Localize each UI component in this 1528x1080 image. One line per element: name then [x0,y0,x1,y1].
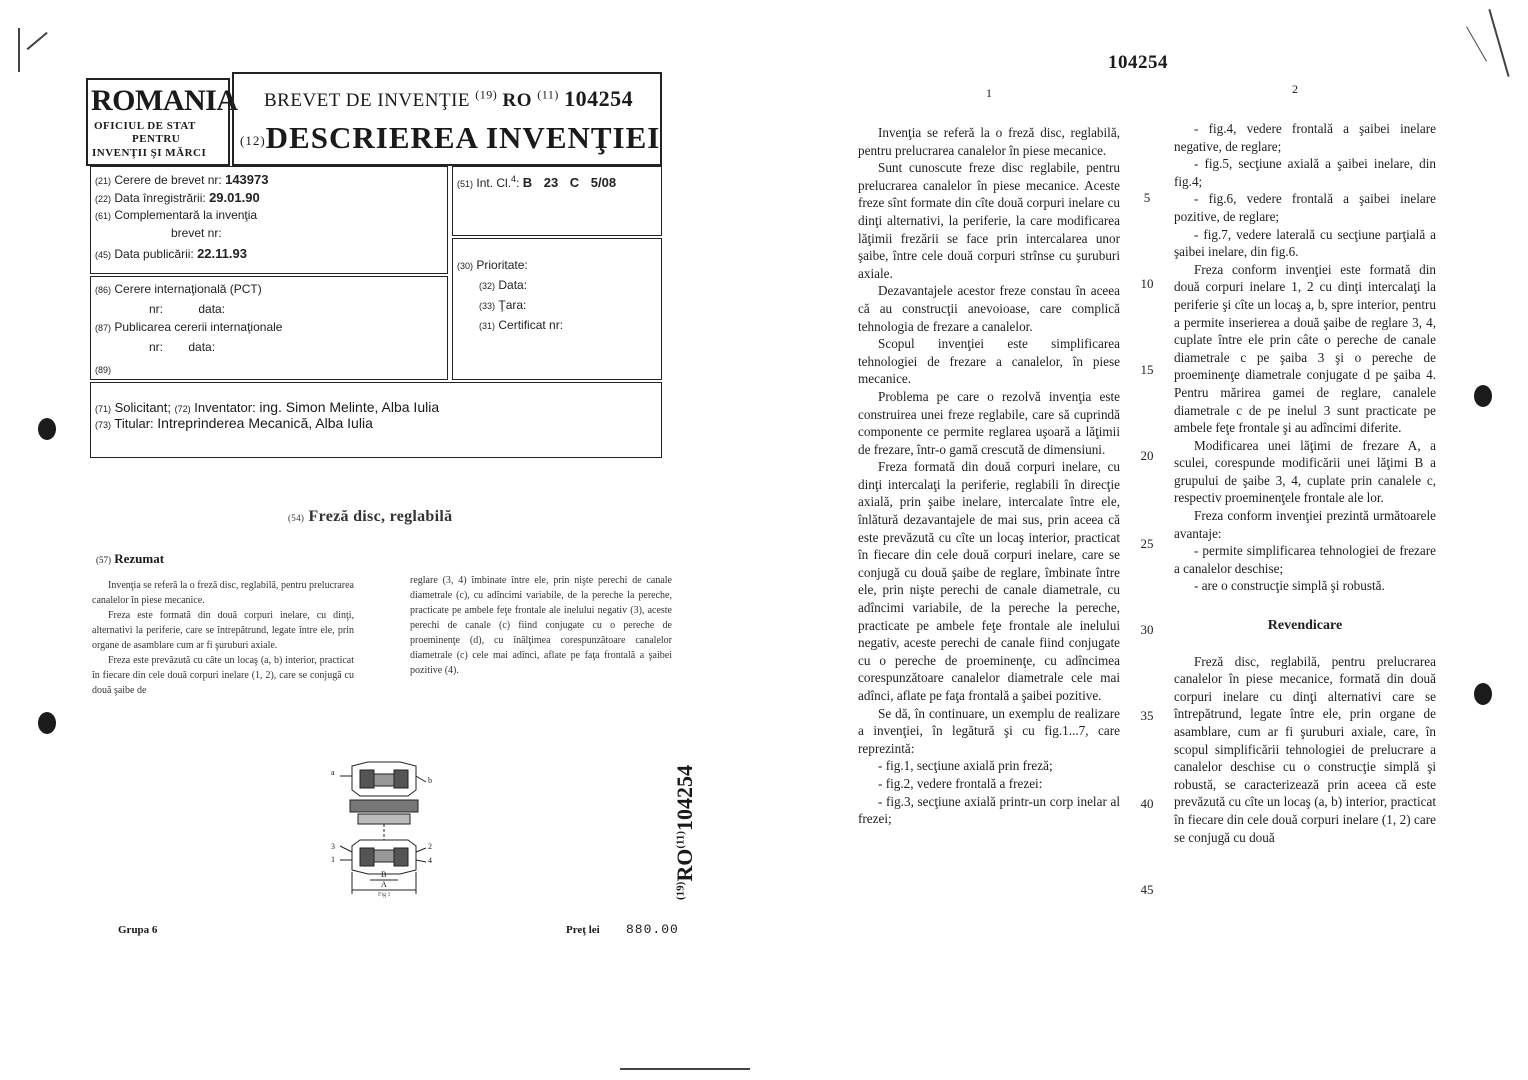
code-71: (71) [95,404,112,414]
publication-intl-row [95,319,282,337]
intl-class-row: (51) Int. Cl.$^4$: B 23 C 5/08 [457,174,617,190]
vertical-code-19: (19) [674,881,687,900]
description-paragraph: Modificarea unei lăţimi de frezare A, a sculei, corespunde modificării unei lăţimi B a grupului de şaibe 3, 4, cuplate prin canalele c, respectiv proeminenţele frontale ale lor. [1174,437,1436,506]
abstract-paragraph: Invenţia se referă la o freză disc, reglabilă, pentru prelucrarea canalelor în piese mecanice. [92,580,354,606]
description-col-2 [1174,120,1436,846]
abstract-paragraph: Freza este prevăzută cu câte un locaş (a, b) interior, practicat în fiecare din cele două corpuri inelare (1, 2), care se conjugă cu două şaibe de [92,655,354,696]
priority-cert-label: Certificat nr: [498,318,564,332]
abstract-paragraph: Freza este formată din două corpuri inelare, cu dinţi, alternativi la periferie, care se întrepătrund, legate între ele, prin organe de asamblare cum ar fi şuruburi axiale. [92,610,354,651]
biblio-box-pct [90,276,448,380]
description-paragraph: Freza conform invenţiei prezintă următoarele avantaje: [1174,508,1436,541]
inventor-label: Inventator: [194,400,256,415]
application-code: (21) [95,176,112,186]
line-number: 45 [1140,882,1154,897]
publication-intl-label: Publicarea cererii internaţionale [114,320,283,334]
biblio-box-dates [90,166,448,274]
intl-class-value: B 23 C 5/08 [522,175,617,190]
intl-class-edition: 4 [511,174,517,184]
figure-label-2: 2 [428,842,432,851]
pct-nr: nr: [149,302,164,316]
complement-nr-label: brevet nr: [171,226,222,240]
pct-label: Cerere internaţională (PCT) [114,282,262,296]
line-number: 25 [1140,536,1154,551]
priority-cert-row [479,317,563,335]
holder-row [95,415,373,431]
pct-code: (86) [95,285,112,295]
description-paragraph: - fig.5, secţiune axială a şaibei inelare, din fig.4; [1174,156,1436,189]
priority-country-label: Ţara: [498,298,527,312]
country-name: ROMANIA [91,84,238,117]
description-paragraph: - fig.4, vedere frontală a şaibei inelare negative, de reglare; [1174,121,1436,154]
line-number: 15 [1140,362,1154,377]
abstract-heading [96,551,164,567]
punch-hole [38,712,56,734]
description-paragraph: - fig.2, vedere frontală a frezei: [878,775,1043,791]
figure-label-1: 1 [331,855,335,864]
description-paragraph: Problema pe care o rezolvă invenţia este construirea unei freze reglabile, care să cuprindă componente ce permite reglarea uşoară a lăţimii de frezare, într-o gamă crescută de dimensiuni. [858,388,1120,457]
claim-text: Freză disc, reglabilă, pentru prelucrarea canalelor în piese mecanice, formată din două corpuri inelare cu dinţi alternativi care se întrepătrund, legate între ele, prin organe de asamblare, cum ar fi şuruburi axiale, care, în scopul simplificării tehnologiei de prelucrare a canalelor deschise cu o construcţie simplă şi robustă, se caracterizează prin aceea că este prevăzută cu cîte un locaş (a, b) interior, practicat în fiecare din cele două corpuri inelare (1, 2) care se conjugă cu două [1174,653,1436,845]
publication-label: Data publicării: [114,247,194,261]
code-12: (12) [240,132,266,148]
priority-label: Prioritate: [476,258,528,272]
doc-title: DESCRIEREA INVENŢIEI [265,120,661,155]
priority-code: (30) [457,261,474,271]
complement-label: Complementară la invenţia [114,208,258,222]
country-box [86,78,238,166]
description-paragraph: Invenţia se referă la o freză disc, reglabilă, pentru prelucrarea canalelor în piese mecanice. [858,125,1120,158]
description-paragraph: - fig.6, vedere frontală a şaibei inelare pozitive, de reglare; [1174,191,1436,224]
figure-label-A: A [381,880,387,889]
scan-mark-right-1 [1488,9,1509,77]
punch-hole [1474,683,1492,705]
intl-class-code: (51) [457,179,474,189]
scan-mark-slash [27,32,48,50]
abstract-paragraph: reglare (3, 4) îmbinate între ele, prin nişte perechi de canale diametrale (c), cu adîncimi variabile, de la pereche la pereche, practicate pe ambele feţe frontale ale inelului negativ (3), aceste perechi de canale (c) fiind conjugate cu o pereche de proeminenţe (d), cu înălţimea corespunzătoare canalelor diametrale (c) cele mai adînci, aflate pe faţa frontală a şaibei pozitive (4). [410,575,672,676]
line-number: 20 [1140,448,1154,463]
code-89-row [95,361,111,379]
claim-heading: Revendicare [1267,618,1343,634]
registration-date: 29.01.90 [209,190,260,205]
invention-title [288,508,452,526]
price-label: Preţ lei [566,924,600,936]
vertical-patent-number [672,765,698,900]
description-paragraph: - are o construcţie simplă şi robustă. [1194,578,1385,594]
description-paragraph: - fig.7, vedere laterală cu secţiune parţială a şaibei inelare, din fig.6. [1174,226,1436,260]
complement-nr-row [171,225,222,242]
holder-name: Intreprinderea Mecanică, Alba Iulia [157,415,373,431]
priority-country-row [479,297,526,315]
line-number: 40 [1140,796,1154,811]
publication-intl-nr-row [149,339,215,356]
registration-code: (22) [95,194,112,204]
publication-intl-code: (87) [95,323,112,333]
description-paragraph: Dezavantajele acestor freze constau în aceea că au construcţii anevoioase, care complică tehnologia de frezare a canalelor. [858,283,1120,334]
code-89: (89) [95,365,112,375]
publication-intl-data: data: [188,340,216,354]
line-number: 35 [1140,708,1154,723]
holder-label: Titular: [114,416,154,431]
description-paragraph: - fig.1, secţiune axială prin freză; [878,758,1053,774]
applicant-label: Solicitant; [114,400,172,415]
registration-row [95,189,260,208]
pct-row [95,281,262,299]
description-paragraph: - permite simplificarea tehnologiei de frezare a canalelor deschise; [1174,543,1436,576]
description-paragraph: - fig.3, secţiune axială printr-un corp inelar al frezei; [858,793,1120,827]
biblio-box-class [452,166,662,236]
publication-code: (45) [95,250,112,260]
punch-hole [38,418,56,440]
complement-row [95,207,257,225]
office-line-2: PENTRU [132,133,181,145]
vertical-country-code: RO [672,848,697,882]
figure-label-4: 4 [428,856,432,865]
code-72: (72) [174,404,191,414]
priority-date-row [479,277,527,295]
application-row [95,171,268,190]
application-number: 143973 [225,172,269,187]
patent-type-line [264,86,633,112]
vertical-number: 104254 [672,764,697,831]
office-line-1: OFICIUL DE STAT [94,120,196,132]
applicant-row [95,399,439,415]
priority-row [457,257,528,275]
publication-date: 22.11.93 [197,246,247,261]
figure-label-b: b [428,776,432,785]
priority-country-code: (33) [479,301,496,311]
publication-intl-nr: nr: [149,340,164,354]
description-paragraph: Freza conform invenţiei este formată din două corpuri inelare 1, 2 cu dinţi intercalaţi la periferie şi cîte un locaş a, b, spre interior, pentru a permite inserierea a două şaibe de reglare 3, 4, cuplate între ele prin câte o pereche de canale diametrale c pe şaiba 3 şi o pereche de proeminenţe diametrale conjugate d pe şaiba 4. Pentru mărirea gamei de reglare, canalele diametrale c de pe inelul 3 sunt practicate pe ambele feţe frontale şi au adîncimi diferite. [1174,261,1436,436]
doc-title-line [240,120,660,156]
line-numbers [1134,0,1160,1080]
punch-hole [1474,385,1492,407]
description-paragraph: Sunt cunoscute freze disc reglabile, pentru prelucrarea canalelor în piese mecanice. Aceste freze sînt formate din cîte două corpuri inelare cu dinţi alternativi, la periferie, la care modificarea lăţimii frezării se face prin intercalarea unor şaibe, între cele două corpuri strînse cu şuruburi axiale. [858,160,1120,281]
price-value: 880.00 [626,922,679,937]
priority-date-code: (32) [479,281,496,291]
scan-mark-right-2 [1466,26,1487,61]
right-patent-number: 104254 [1108,52,1168,73]
abstract-title: Rezumat [114,551,165,566]
code-73: (73) [95,420,112,430]
applicant-box [90,382,662,458]
office-line-3: INVENŢII ŞI MĂRCI [92,147,207,159]
line-number: 10 [1140,276,1154,291]
title-text: Freză disc, reglabilă [308,508,453,525]
biblio-box-priority [452,238,662,380]
country-code: RO [502,90,533,111]
figure-1-drawing [330,760,440,900]
abstract-code: (57) [96,555,111,565]
description-paragraph: Freza formată din două corpuri inelare, cu dinţi intercalaţi la periferie, reglabili în direcţie axială, prin şaibe inelare, intercalate între ele, înlătură dezavantajele de mai sus, prin aceea că este prevăzută cu cîte un locaş interior, practicat în fiecare din cele două corpuri inelare, care se conjugă cu două şaibe de reglare, îmbinate între ele, prin nişte perechi de canale diametrale, cu adîncimi variabile, de la pereche la pereche, practicate pe ambele feţe frontale ale inelului negativ, aceste perechi de canale fiind conjugate cu o pereche de proeminenţe, cu adîncimea corespunzătoare canalelor diametrale cele mai adînci, aflate pe faţa frontală a şaibei pozitive. [858,459,1120,703]
description-col-1 [858,124,1120,828]
column-number-2: 2 [1292,82,1298,96]
figure-label-a: a [331,768,335,777]
scan-line-bottom-left [620,1068,750,1070]
priority-date-label: Data: [498,278,528,292]
patent-type: BREVET DE INVENŢIE [264,90,471,111]
title-code: (54) [288,513,305,523]
line-number: 30 [1140,622,1154,637]
line-number: 5 [1143,190,1151,205]
figure-caption: Fig 1 [378,892,391,898]
vertical-code-11: (11) [674,830,687,849]
priority-cert-code: (31) [479,321,496,331]
pct-data: data: [198,302,226,316]
abstract-col-1 [92,578,354,698]
code-19: (19) [475,87,498,102]
column-number-1: 1 [986,86,992,100]
scan-mark-left [18,28,20,72]
intl-class-label: Int. Cl. [476,176,512,190]
group-label: Grupa 6 [118,924,158,936]
registration-label: Data înregistrării: [114,191,206,205]
patent-number: 104254 [564,86,634,111]
description-paragraph: Scopul invenţiei este simplificarea tehnologiei de frezare a canalelor, în piese mecanice. [858,336,1120,387]
description-paragraph: Se dă, în continuare, un exemplu de realizare a invenţiei, în legătură şi cu fig.1...7, care reprezintă: [858,705,1120,756]
figure-label-3: 3 [331,842,335,851]
title-box [232,72,662,166]
publication-row [95,245,247,264]
complement-code: (61) [95,211,112,221]
inventor-name: ing. Simon Melinte, Alba Iulia [259,399,440,415]
figure-label-B: B [381,870,387,879]
abstract-col-2 [410,573,672,678]
code-11: (11) [537,87,559,102]
pct-nr-row [149,301,225,318]
application-label: Cerere de brevet nr: [114,173,222,187]
